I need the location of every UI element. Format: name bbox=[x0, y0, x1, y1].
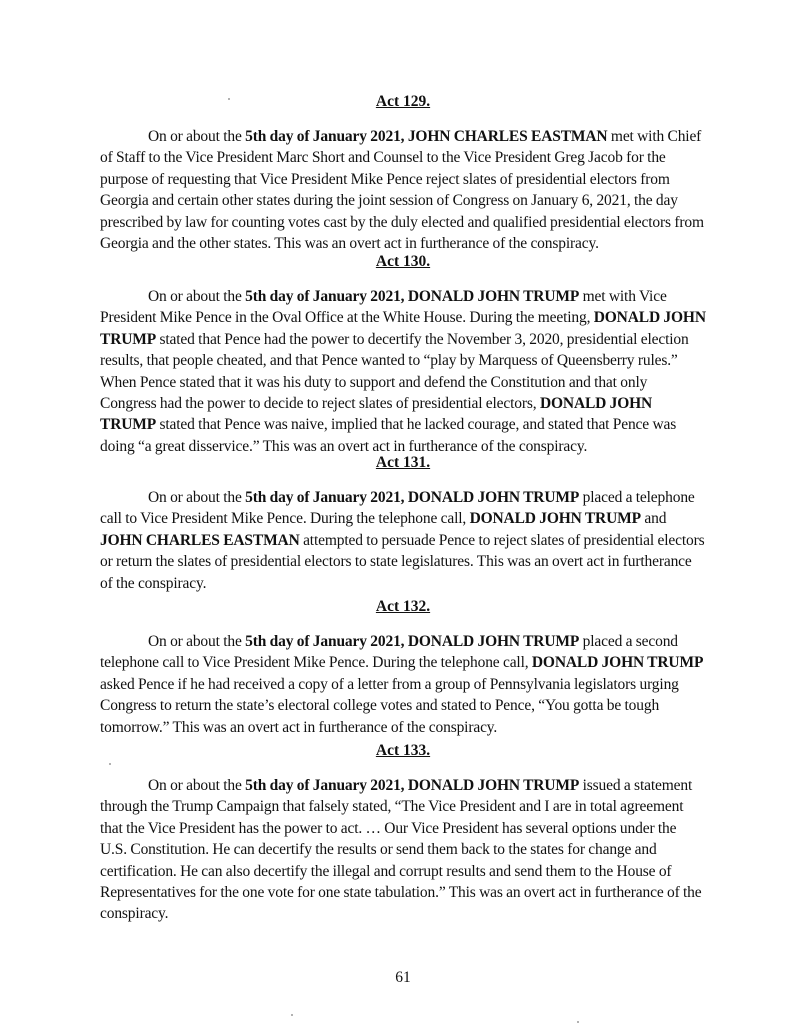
text-run: stated that Pence had the power to decertify the November 3, 2020, presidential election results, that people cheated, and that Pence wanted to “play by Marquess of Queensberry rules.” When Pence stated that it was his duty to support and defend the Constitution and that only Congress had the power to decide to reject slates of presidential electors, bbox=[100, 330, 689, 413]
text-run: and bbox=[640, 510, 667, 528]
bold-text-run: DONALD JOHN TRUMP bbox=[100, 395, 653, 434]
bold-text-run: DONALD JOHN TRUMP bbox=[531, 654, 704, 672]
document-page bbox=[100, 0, 706, 1035]
bold-text-run: DONALD JOHN TRUMP bbox=[100, 309, 706, 348]
act-body bbox=[100, 487, 706, 594]
bold-text-run: JOHN CHARLES EASTMAN bbox=[100, 531, 300, 549]
act-131 bbox=[100, 453, 706, 594]
bold-text-run: 5th day of January 2021, DONALD JOHN TRUMP bbox=[245, 777, 580, 794]
text-run: attempted to persuade Pence to reject slates of presidential electors or return the slates of presidential electors to state legislatures. This was an overt act in furtherance of the conspiracy. bbox=[100, 531, 705, 592]
text-run: asked Pence if he had received a copy of a letter from a group of Pennsylvania legislators urging Congress to return the state’s electoral college votes and stated to Pence, “You gotta be tough tomorrow.” This was an overt act in furtherance of the conspiracy. bbox=[100, 675, 679, 736]
text-run: placed a telephone call to Vice President Mike Pence. During the telephone call, bbox=[100, 489, 695, 528]
text-run: met with Vice President Mike Pence in the Oval Office at the White House. During the meeting, bbox=[100, 288, 667, 327]
act-heading: Act 132. bbox=[375, 598, 431, 615]
bold-text-run: DONALD JOHN TRUMP bbox=[469, 510, 641, 528]
text-run: issued a statement through the Trump Campaign that falsely stated, “The Vice President and I are in total agreement that the Vice President has the power to act. … Our Vice President has several options under the U.S. Constitution. He can decertify the results or send them back to the states for change and certification. He can also decertify the illegal and corrupt results and send them to the House of Representatives for the one vote for one state tabulation.” This was an overt act in furtherance of the conspiracy. bbox=[100, 777, 702, 923]
scan-speck bbox=[228, 98, 230, 100]
act-132 bbox=[100, 597, 706, 738]
act-heading: Act 129. bbox=[375, 93, 431, 110]
act-heading: Act 131. bbox=[375, 454, 431, 471]
act-heading: Act 133. bbox=[375, 742, 431, 759]
act-body bbox=[100, 775, 706, 925]
bold-text-run: 5th day of January 2021, DONALD JOHN TRUMP bbox=[245, 489, 580, 506]
act-body bbox=[100, 126, 706, 254]
text-run: On or about the bbox=[148, 633, 246, 650]
act-130 bbox=[100, 252, 706, 457]
bold-text-run: 5th day of January 2021, JOHN CHARLES EASTMAN bbox=[245, 128, 608, 145]
text-run: On or about the bbox=[148, 489, 246, 506]
bold-text-run: 5th day of January 2021, DONALD JOHN TRUMP bbox=[245, 633, 580, 650]
act-body bbox=[100, 286, 706, 457]
act-133 bbox=[100, 741, 706, 925]
text-run: On or about the bbox=[148, 128, 246, 145]
act-129 bbox=[100, 92, 706, 254]
scan-speck bbox=[109, 763, 111, 765]
text-run: On or about the bbox=[148, 288, 246, 305]
page-number: 61 bbox=[395, 969, 411, 986]
act-body bbox=[100, 631, 706, 738]
text-run: On or about the bbox=[148, 777, 246, 794]
scan-speck bbox=[577, 1021, 579, 1023]
bold-text-run: 5th day of January 2021, DONALD JOHN TRUMP bbox=[245, 288, 580, 305]
text-run: met with Chief of Staff to the Vice President Marc Short and Counsel to the Vice President Greg Jacob for the purpose of requesting that Vice President Mike Pence reject slates of presidential electors from Georgia and certain other states during the joint session of Congress on January 6, 2021, the day prescribed by law for counting votes cast by the duly elected and qualified presidential electors from Georgia and the other states. This was an overt act in furtherance of the conspiracy. bbox=[100, 128, 704, 253]
scan-speck bbox=[291, 1014, 293, 1016]
act-heading: Act 130. bbox=[375, 253, 431, 270]
text-run: placed a second telephone call to Vice President Mike Pence. During the telephone call, bbox=[100, 633, 678, 672]
text-run: stated that Pence was naive, implied that he lacked courage, and stated that Pence was doing “a great disservice.” This was an overt act in furtherance of the conspiracy. bbox=[100, 416, 677, 455]
